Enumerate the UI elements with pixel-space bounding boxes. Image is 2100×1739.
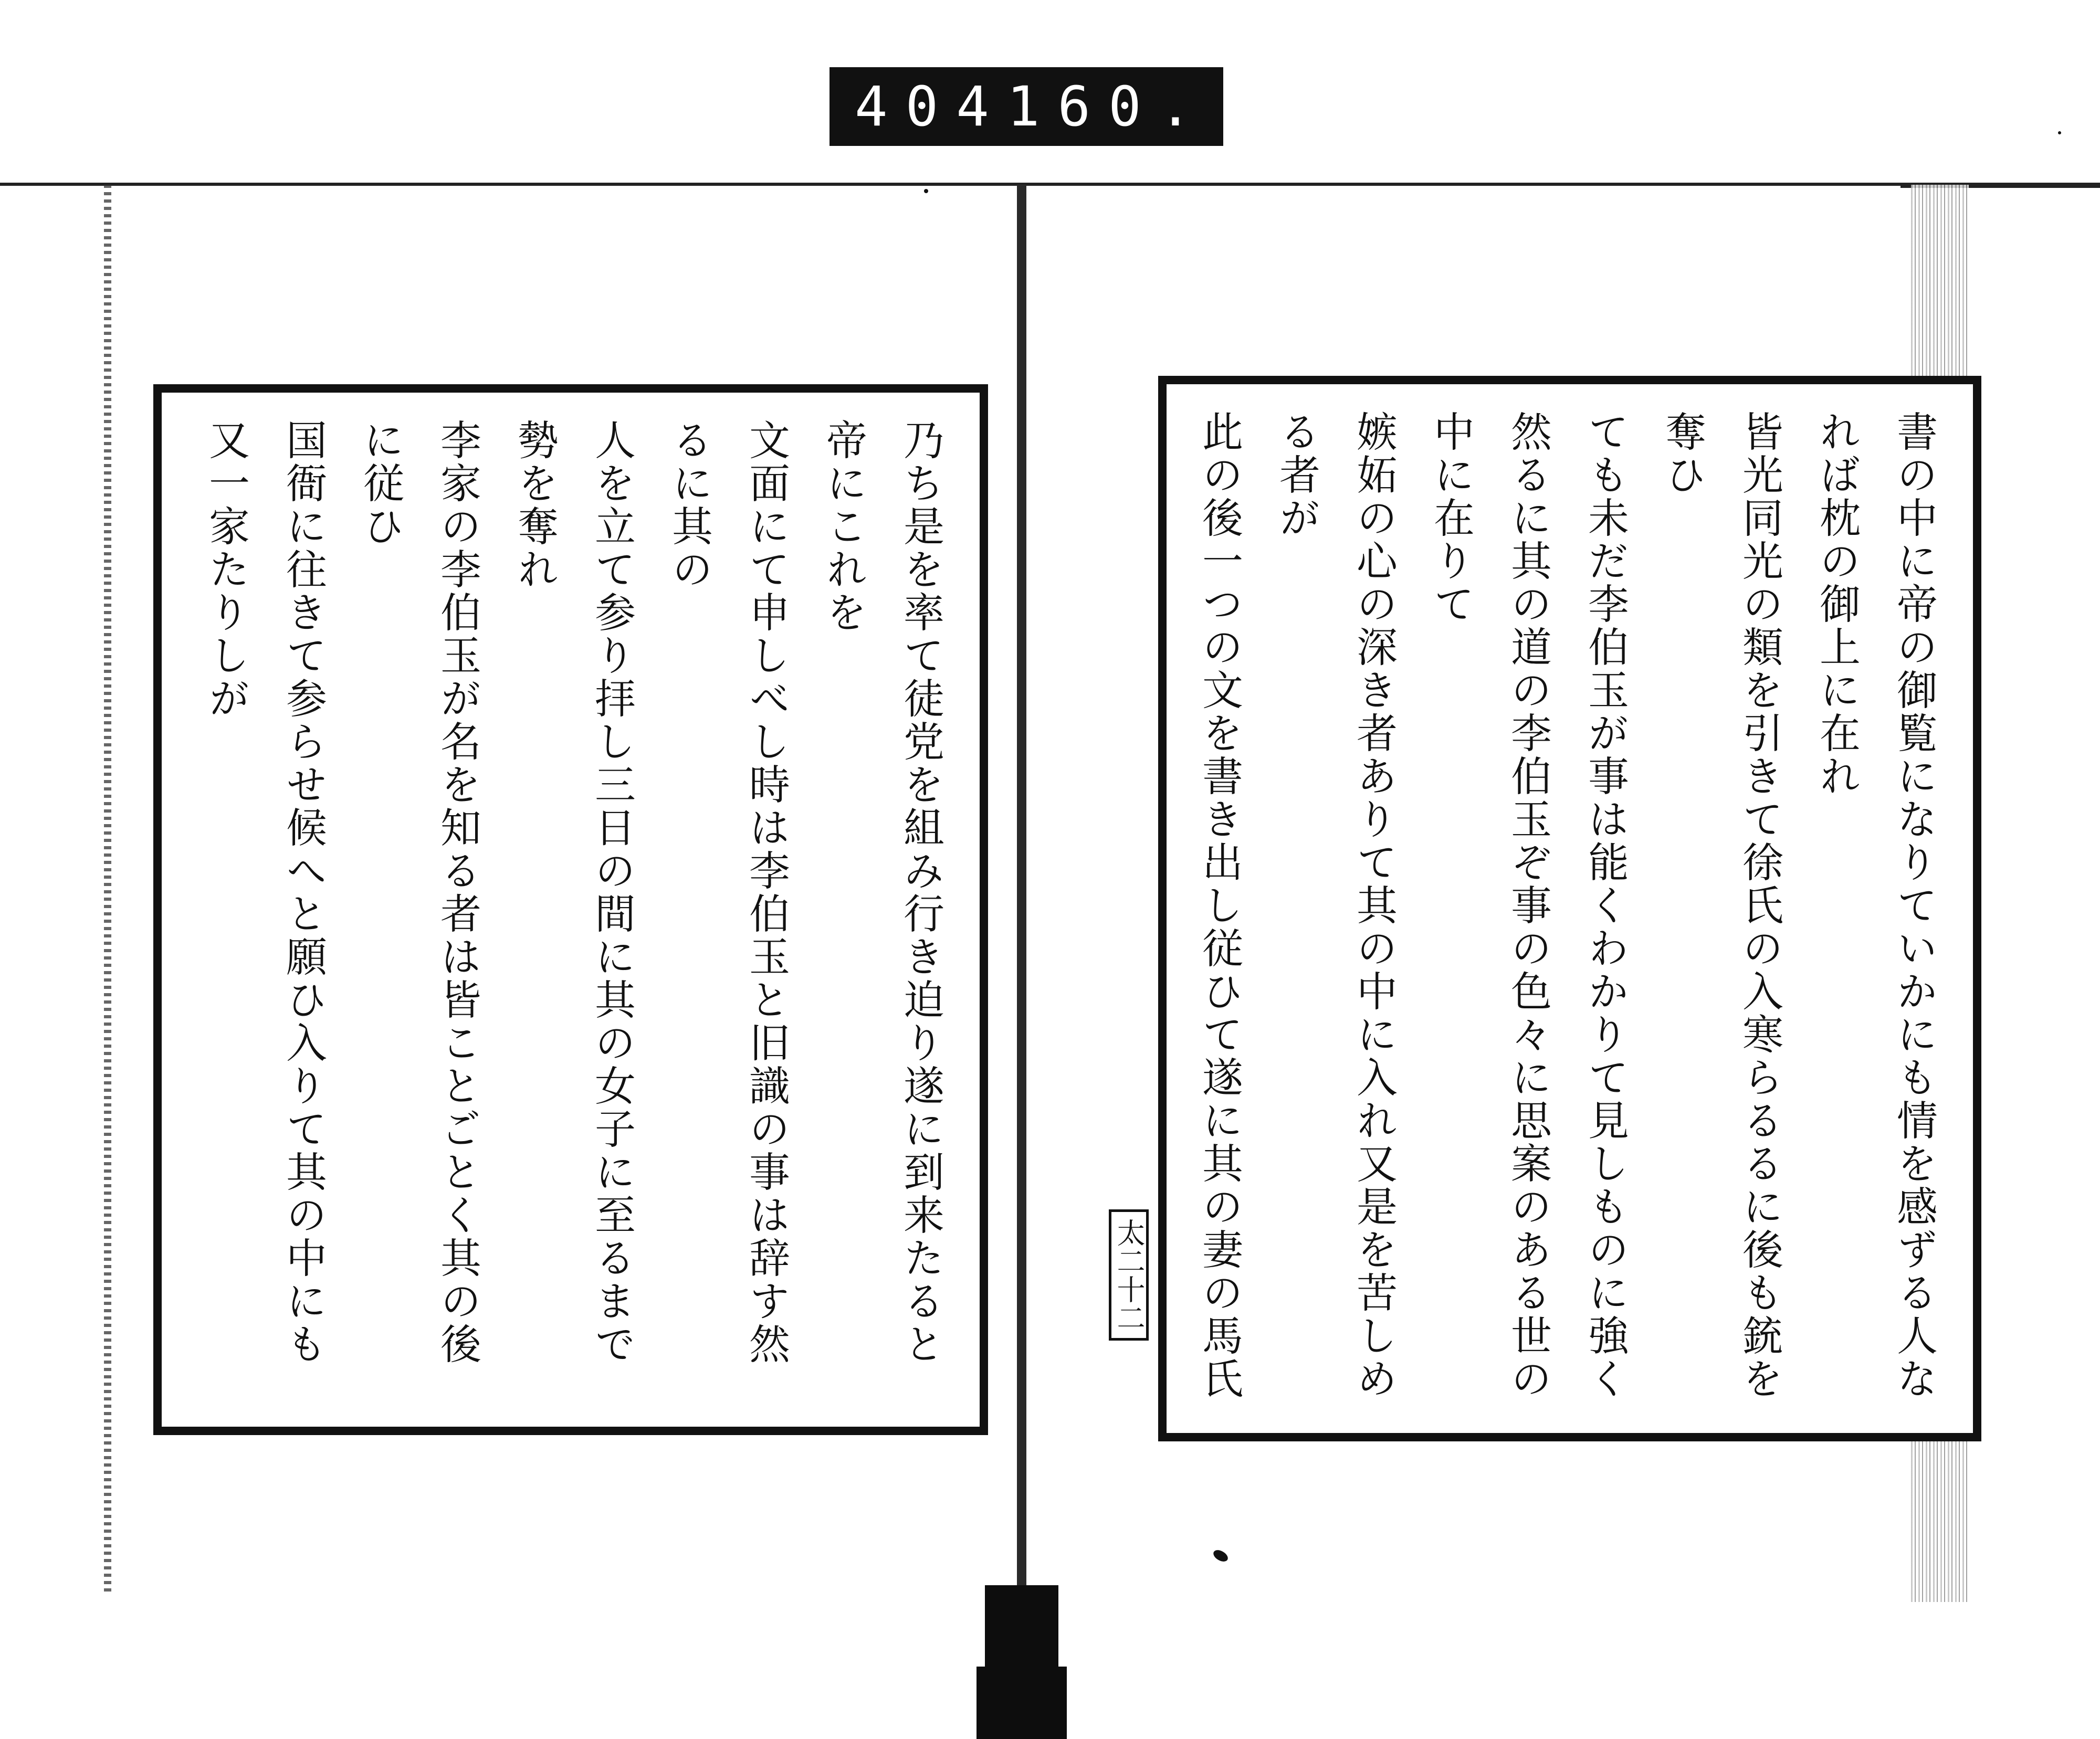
book-gutter (1017, 185, 1026, 1612)
right-page-columns (1188, 410, 1952, 1412)
right-page-text-block (1158, 376, 1981, 1441)
text-column: 書の中に帝の御覧になりていかにも情を感ずる人なれば枕の御上に在れ (1813, 410, 1937, 1400)
text-column: 人を立て参り拝し三日の間に其の女子に至るまで勢を奪れ (511, 419, 635, 1366)
ink-speck (2058, 131, 2061, 134)
text-column: ても未だ李伯玉が事は能くわかりて見しものに強く (1581, 410, 1629, 1400)
text-column: 然るに其の道の李伯玉ぞ事の色々に思案のある世の中に在りて (1427, 410, 1551, 1400)
frame-number-left: 404 (855, 75, 1007, 139)
top-rule (0, 183, 2100, 186)
ink-speck (924, 189, 928, 193)
text-column (183, 419, 187, 1406)
text-column: 皆光同光の類を引きて徐氏の入寒らるるに後も銃を奪ひ (1658, 410, 1783, 1400)
text-column: 国衙に往きて参らせ候へと願ひ入りて其の中にも又一家たりしが (202, 419, 327, 1366)
text-column: 乃ち是を率て徒党を組み行き迫り遂に到来たると帝にこれを (820, 419, 944, 1366)
ink-speck (1212, 1548, 1230, 1564)
text-column: 嫉妬の心の深き者ありて其の中に入れ又是を苦しめる者が (1273, 410, 1397, 1400)
text-column: 此の後一つの文を書き出し従ひて遂に其の妻の馬氏 (1195, 410, 1243, 1400)
frame-number-right: 160. (1006, 75, 1210, 139)
text-column: 李家の李伯玉が名を知る者は皆ことごとく其の後に従ひ (356, 419, 481, 1366)
binding-foot (976, 1667, 1067, 1739)
left-page-edge (104, 185, 111, 1592)
left-page-columns (183, 419, 959, 1406)
left-page-text-block (153, 384, 988, 1435)
film-frame-label (830, 67, 1223, 146)
folio-tag: 太二十二 (1109, 1209, 1149, 1341)
text-column: 文面にて申しべし時は李伯玉と旧識の事は辞す然るに其の (665, 419, 790, 1366)
